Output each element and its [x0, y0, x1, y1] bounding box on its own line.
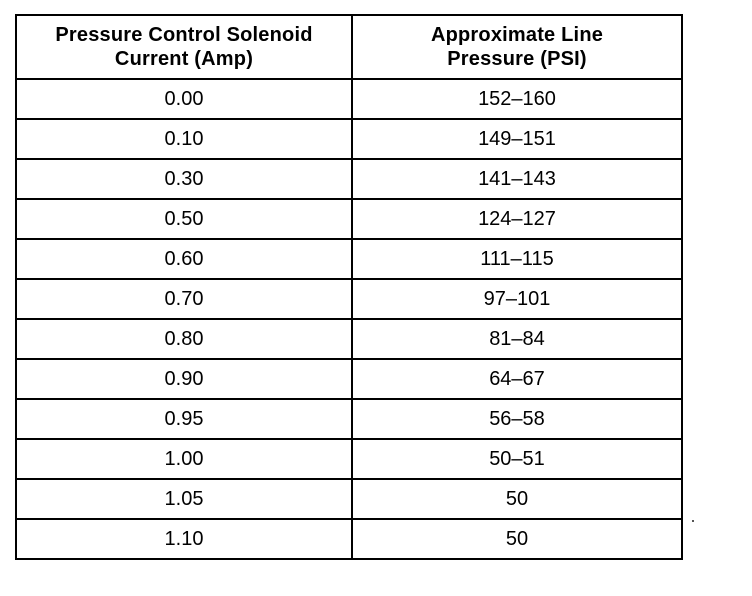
header-pressure-line-1: Approximate Line	[430, 24, 604, 46]
current-cell: 0.70	[16, 279, 352, 319]
current-cell: 1.00	[16, 439, 352, 479]
current-cell: 0.80	[16, 319, 352, 359]
pressure-cell: 50	[352, 479, 682, 519]
table-row	[16, 439, 682, 479]
header-pressure	[352, 15, 682, 79]
pressure-table	[15, 14, 683, 560]
pressure-cell: 81–84	[352, 319, 682, 359]
header-current-line-2: Current (Amp)	[114, 48, 254, 70]
pressure-cell: 50	[352, 519, 682, 559]
table-row	[16, 279, 682, 319]
table-row	[16, 359, 682, 399]
header-row	[16, 15, 682, 79]
table-row	[16, 519, 682, 559]
pressure-cell: 152–160	[352, 79, 682, 119]
current-cell: 0.10	[16, 119, 352, 159]
table-row	[16, 319, 682, 359]
header-current	[16, 15, 352, 79]
table-row	[16, 119, 682, 159]
pressure-cell: 64–67	[352, 359, 682, 399]
header-current-line-1: Pressure Control Solenoid	[55, 24, 313, 46]
table-row	[16, 199, 682, 239]
current-cell: 0.50	[16, 199, 352, 239]
current-cell: 1.10	[16, 519, 352, 559]
header-pressure-line-2: Pressure (PSI)	[447, 48, 587, 70]
current-cell: 0.30	[16, 159, 352, 199]
current-cell: 1.05	[16, 479, 352, 519]
pressure-cell: 111–115	[352, 239, 682, 279]
scan-speck	[692, 520, 694, 522]
table-row	[16, 79, 682, 119]
pressure-cell: 56–58	[352, 399, 682, 439]
table-row	[16, 479, 682, 519]
table-row	[16, 399, 682, 439]
current-cell: 0.90	[16, 359, 352, 399]
table-row	[16, 239, 682, 279]
current-cell: 0.00	[16, 79, 352, 119]
table-row	[16, 159, 682, 199]
current-cell: 0.60	[16, 239, 352, 279]
current-cell: 0.95	[16, 399, 352, 439]
pressure-cell: 141–143	[352, 159, 682, 199]
pressure-cell: 97–101	[352, 279, 682, 319]
pressure-cell: 50–51	[352, 439, 682, 479]
pressure-table-container	[15, 14, 681, 560]
pressure-cell: 124–127	[352, 199, 682, 239]
pressure-cell: 149–151	[352, 119, 682, 159]
